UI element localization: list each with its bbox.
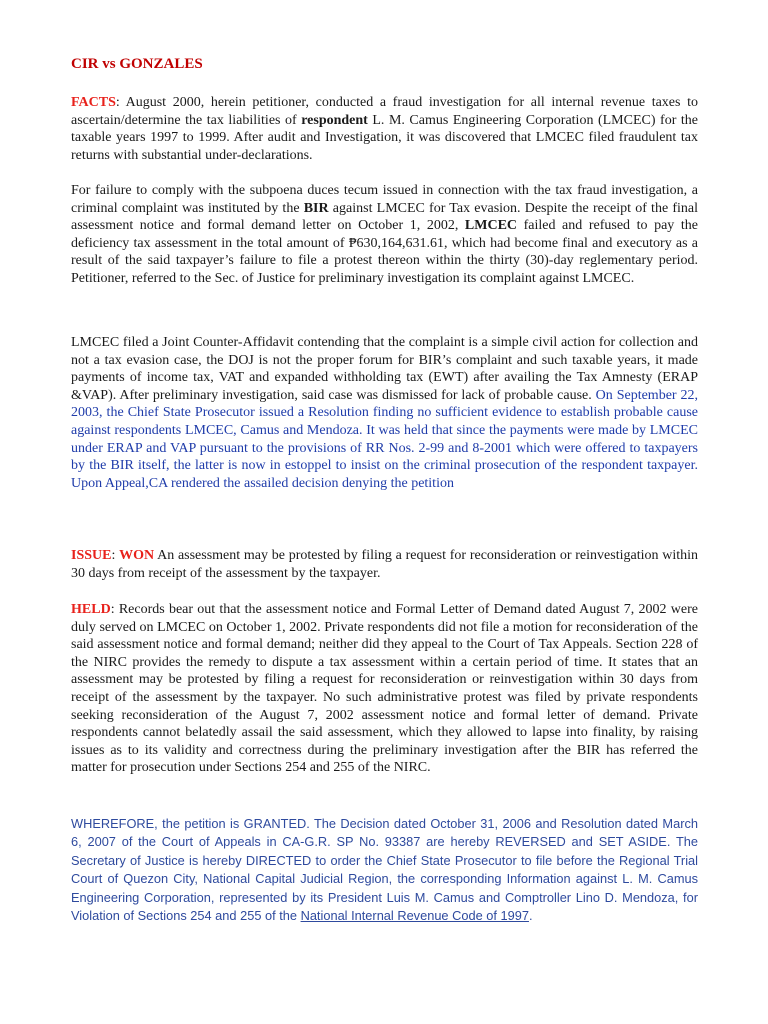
lmcec-paragraph [71, 334, 698, 492]
held-text: Records bear out that the assessment notice and Formal Letter of Demand dated August 7, 2002 were duly served on LMCEC on October 1, 2002. Private respondents did not file a motion for reconsideration of the said assessment notice and formal demand; neither did they appeal to the Court of Tax Appeals. Section 228 of the NIRC provides the remedy to dispute a tax assessment within a certain period of time. It states that an assessment may be protested by filing a request for reconsideration or reinvestigation within 30 days from receipt of the assessment by the taxpayer. No such administrative protest was filed by private respondents seeking reconsideration of the August 7, 2002 assessment notice and formal letter of demand. Private respondents cannot belatedly assail the said assessment, which they allowed to lapse into finality, by raising issues as to its validity and correctness during the preliminary investigation after the BIR has referred the matter for prosecution under Sections 254 and 255 of the NIRC. [71, 602, 698, 776]
held-label: HELD [71, 602, 111, 617]
facts-text: August 2000, herein petitioner, conducted a fraud investigation for all internal revenue taxes to ascertain/determine the tax liabilities of [71, 95, 698, 128]
facts-bold-word: respondent [301, 112, 368, 128]
wherefore-paragraph [71, 815, 698, 925]
lmcec-text: LMCEC filed a Joint Counter-Affidavit contending that the complaint is a simple civil action for collection and not a tax evasion case, the DOJ is not the proper forum for BIR’s complaint and such taxable years, it made payments of income tax, VAT and expanded withholding tax (EWT) after availing the Tax Amnesty (ERAP &VAP). After preliminary investigation, said case was dismissed for lack of probable cause. [71, 335, 698, 403]
failure-paragraph [71, 182, 698, 288]
page-title: CIR vs GONZALES [71, 56, 203, 72]
held-paragraph [71, 601, 698, 777]
failure-text-3: failed and refused to pay the deficiency tax assessment in the total amount of ₱630,164,631.61, which had become final and executory as a result of the said taxpayer’s failure to file a protest thereon within the thirty (30)-day reglementary period. Petitioner, referred to the Sec. of Justice for preliminary investigation its complaint against LMCEC. [71, 218, 698, 286]
lmcec-blue-text: On September 22, 2003, the Chief State Prosecutor issued a Resolution finding no sufficient evidence to establish probable cause against respondents LMCEC, Camus and Mendoza. It was held that since the payments were made by LMCEC under ERAP and VAP pursuant to the provisions of RR Nos. 2-99 and 8-2001 which were offered to taxpayers by the BIR itself, the latter is now in estoppel to insist on the criminal prosecution of the respondent taxpayer. Upon Appeal,CA rendered the assailed decision denying the petition [71, 387, 698, 491]
facts-text-after: L. M. Camus Engineering Corporation (LMCEC) for the taxable years 1997 to 1999. After audit and Investigation, it was discovered that LMCEC filed fraudulent tax returns with substantial under-declarations. [71, 112, 698, 163]
wherefore-text: WHEREFORE, the petition is GRANTED. The Decision dated October 31, 2006 and Resolution dated March 6, 2007 of the Court of Appeals in CA-G.R. SP No. 93387 are hereby REVERSED and SET ASIDE. The Secretary of Justice is hereby DIRECTED to order the Chief State Prosecutor to file before the Regional Trial Court of Quezon City, National Capital Judicial Region, the corresponding Information against L. M. Camus Engineering Corporation, represented by its President Luis M. Camus and Comptroller Lino D. Mendoza, for Violation of Sections 254 and 255 of the [71, 816, 698, 924]
facts-paragraph [71, 94, 698, 164]
failure-text-1: For failure to comply with the subpoena duces tecum issued in connection with the tax fraud investigation, a criminal complaint was instituted by the [71, 183, 698, 216]
issue-label: ISSUE [71, 548, 112, 563]
nirc-link[interactable]: National Internal Revenue Code of 1997 [300, 908, 529, 924]
failure-bir: BIR [303, 200, 329, 216]
issue-text: An assessment may be protested by filing a request for reconsideration or reinvestigation within 30 days from receipt of the assessment by the taxpayer. [71, 548, 699, 581]
held-sep: : [110, 602, 115, 617]
issue-won: WON [119, 548, 155, 563]
wherefore-end: . [528, 908, 533, 924]
failure-lmcec: LMCEC [464, 218, 518, 234]
facts-sep: : [115, 95, 120, 110]
issue-paragraph [71, 547, 698, 582]
failure-text-2: against LMCEC for Tax evasion. Despite the receipt of the final assessment notice and formal demand letter on October 1, 2002, [71, 200, 698, 234]
facts-label: FACTS [71, 95, 116, 110]
issue-sep: : [111, 548, 120, 563]
